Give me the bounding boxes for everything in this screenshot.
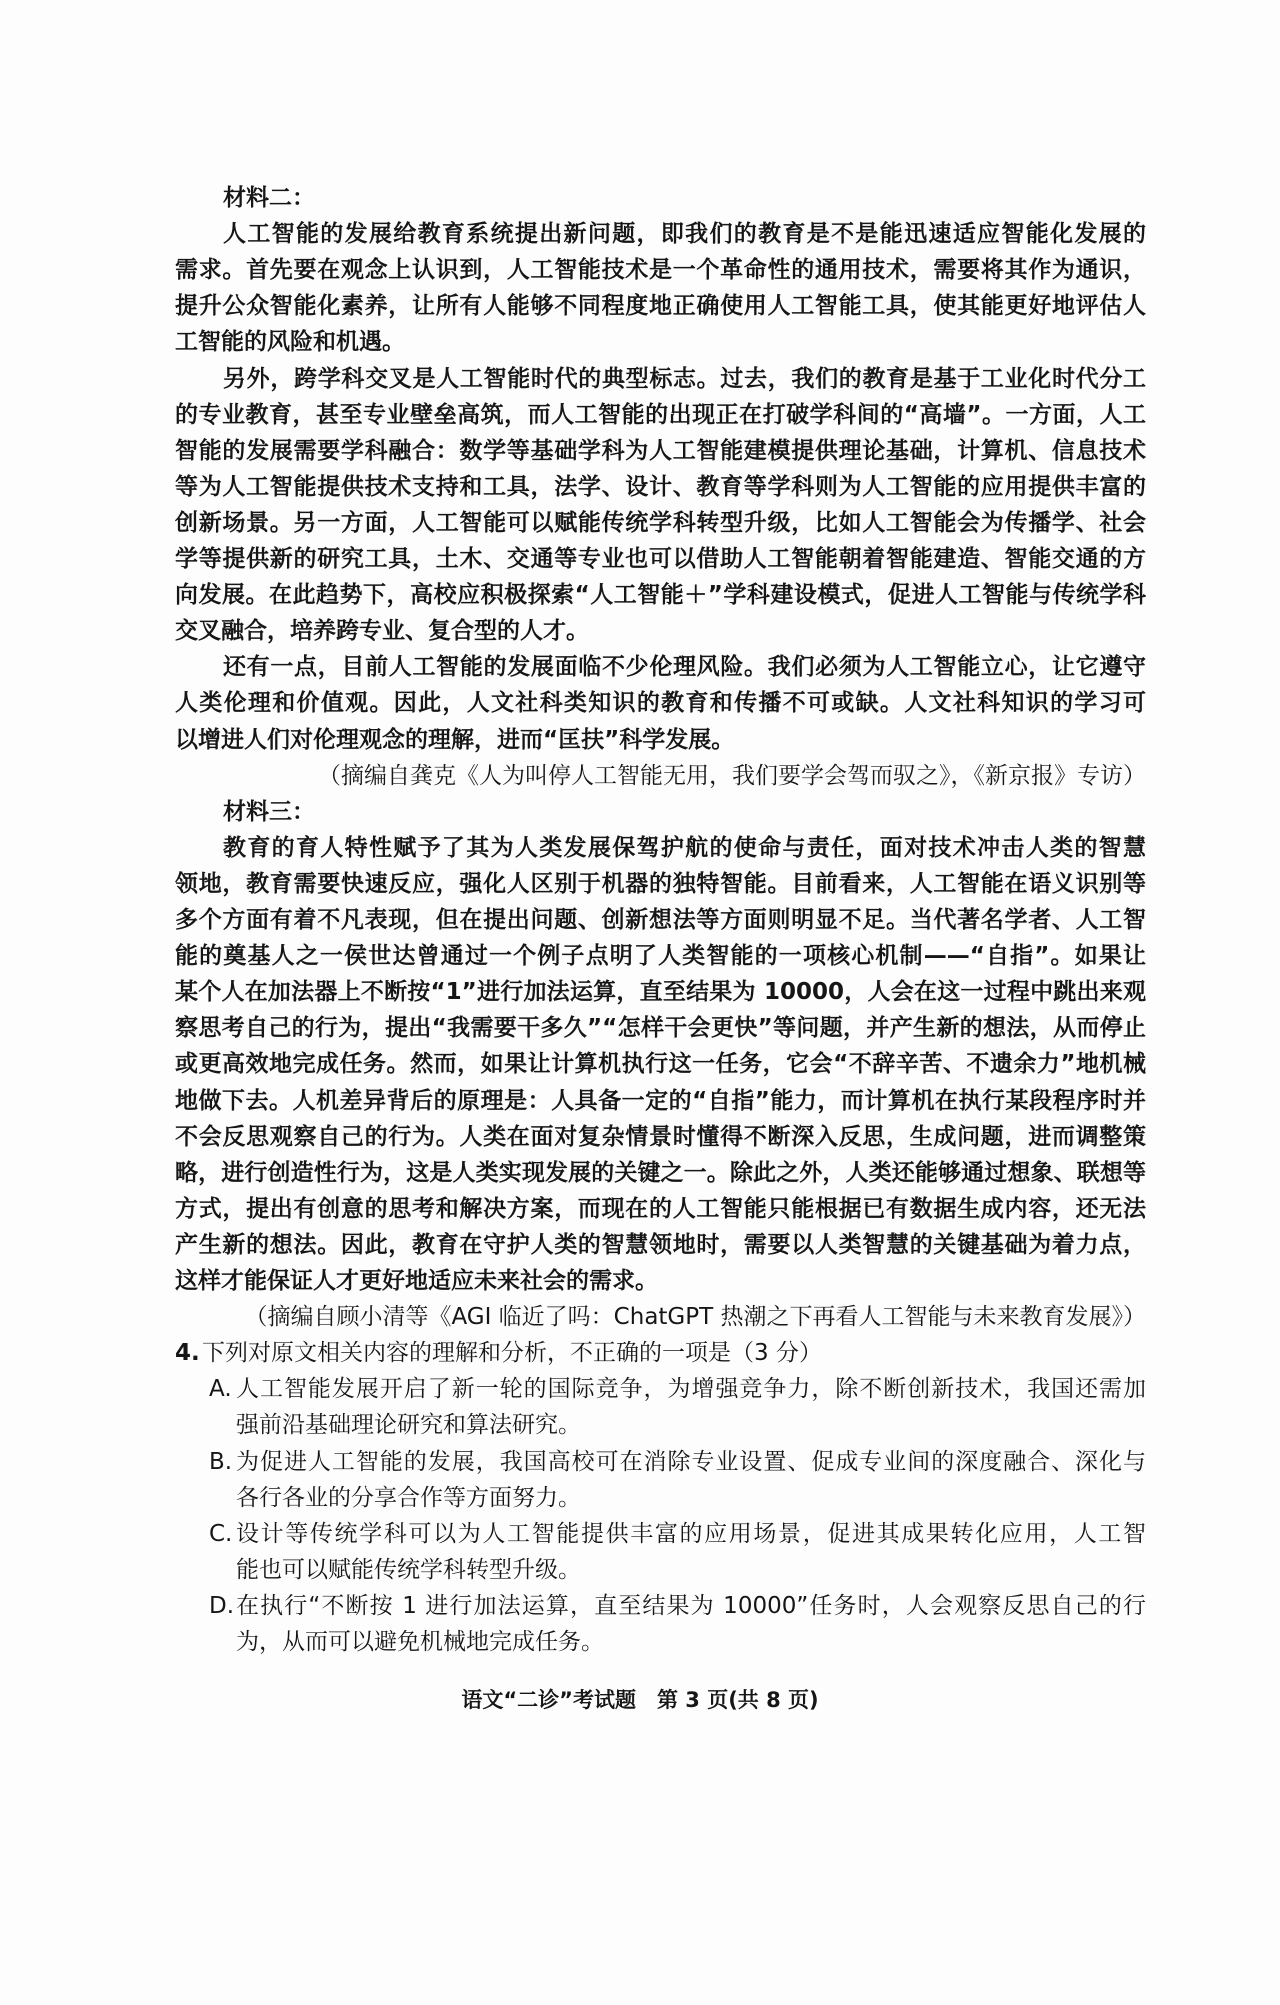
option-label-a: A. (209, 1376, 232, 1403)
paragraph-line: 工智能的风险和机遇。 (175, 329, 405, 356)
paragraph-line: 交叉融合，培养跨专业、复合型的人才。 (175, 618, 589, 645)
material3-heading: 材料三： (223, 798, 315, 825)
paragraph-line: 提升公众智能化素养，让所有人能够不同程度地正确使用人工智能工具，使其能更好地评估人 (175, 293, 1146, 320)
paragraph-line: 以增进人们对伦理观念的理解，进而“匡扶”科学发展。 (175, 726, 735, 753)
option-text-line: 设计等传统学科可以为人工智能提供丰富的应用场景，促进其成果转化应用，人工智 (236, 1520, 1146, 1547)
paragraph-line: 略，进行创造性行为，这是人类实现发展的关键之一。除此之外，人类还能够通过想象、联想等 (175, 1159, 1146, 1186)
page-footer: 语文“二诊”考试题 第 3 页(共 8 页) (461, 1688, 819, 1712)
material2-heading: 材料二： (223, 185, 315, 211)
paragraph-line: 教育的育人特性赋予了其为人类发展保驾护航的使命与责任，面对技术冲击人类的智慧 (223, 834, 1146, 861)
paragraph-line: 领地，教育需要快速反应，强化人区别于机器的独特智能。目前看来，人工智能在语义识别等 (175, 870, 1146, 897)
paragraph-line: 的专业教育，甚至专业壁垒高筑，而人工智能的出现正在打破学科间的“高墙”。一方面，人工 (175, 401, 1146, 428)
option-label-d: D. (209, 1592, 235, 1619)
option-text-line: 能也可以赋能传统学科转型升级。 (236, 1556, 581, 1583)
paragraph-line: 产生新的想法。因此，教育在守护人类的智慧领地时，需要以人类智慧的关键基础为着力点， (175, 1231, 1146, 1258)
paragraph-line: 或更高效地完成任务。然而，如果让计算机执行这一任务，它会“不辞辛苦、不遗余力”地机械 (175, 1051, 1146, 1078)
paragraph-line: 创新场景。另一方面，人工智能可以赋能传统学科转型升级，比如人工智能会为传播学、社会 (175, 509, 1146, 536)
option-text-line: 在执行“不断按 1 进行加法运算，直至结果为 10000”任务时，人会观察反思自己的行 (236, 1592, 1146, 1619)
paragraph-line: 能的奠基人之一侯世达曾通过一个例子点明了人类智能的一项核心机制——“自指”。如果让 (175, 943, 1146, 970)
paragraph-line: 人类伦理和价值观。因此，人文社科类知识的教育和传播不可或缺。人文社科知识的学习可 (175, 690, 1146, 717)
paragraph-line: 还有一点，目前人工智能的发展面临不少伦理风险。我们必须为人工智能立心，让它遵守 (223, 654, 1146, 681)
paragraph-line: 多个方面有着不凡表现，但在提出问题、创新想法等方面则明显不足。当代著名学者、人工智 (175, 907, 1146, 933)
paragraph-line: 这样才能保证人才更好地适应未来社会的需求。 (175, 1268, 658, 1294)
paragraph-line: 学等提供新的研究工具，土木、交通等专业也可以借助人工智能朝着智能建造、智能交通的方 (175, 546, 1146, 572)
paragraph-line: 等为人工智能提供技术支持和工具，法学、设计、教育等学科则为人工智能的应用提供丰富的 (175, 473, 1146, 500)
option-label-c: C. (209, 1520, 233, 1547)
paragraph-line: 方式，提出有创意的思考和解决方案，而现在的人工智能只能根据已有数据生成内容，还无法 (175, 1195, 1146, 1222)
option-text-line: 强前沿基础理论研究和算法研究。 (236, 1412, 581, 1439)
option-text-line: 人工智能发展开启了新一轮的国际竞争，为增强竞争力，除不断创新技术，我国还需加 (236, 1376, 1146, 1403)
paragraph-line: 地做下去。人机差异背后的原理是：人具备一定的“自指”能力，而计算机在执行某段程序时并 (175, 1087, 1146, 1114)
question-stem: 下列对原文相关内容的理解和分析，不正确的一项是（3 分） (202, 1340, 822, 1367)
question-number: 4. (175, 1340, 200, 1367)
paragraph-line: 察思考自己的行为，提出“我需要干多久”“怎样干会更快”等问题，并产生新的想法，从而停止 (175, 1015, 1146, 1042)
paragraph-line: 不会反思观察自己的行为。人类在面对复杂情景时懂得不断深入反思，生成问题，进而调整策 (175, 1123, 1146, 1150)
paragraph-line: 人工智能的发展给教育系统提出新问题，即我们的教育是不是能迅速适应智能化发展的 (223, 221, 1146, 248)
paragraph-line: 需求。首先要在观念上认识到，人工智能技术是一个革命性的通用技术，需要将其作为通识， (175, 257, 1146, 284)
option-text-line: 为，从而可以避免机械地完成任务。 (236, 1629, 604, 1655)
paragraph-line: 向发展。在此趋势下，高校应积极探索“人工智能＋”学科建设模式，促进人工智能与传统学科 (175, 582, 1146, 609)
option-label-b: B. (209, 1448, 233, 1475)
option-text-line: 各行各业的分享合作等方面努力。 (236, 1484, 581, 1511)
paragraph-line: 智能的发展需要学科融合：数学等基础学科为人工智能建模提供理论基础，计算机、信息技术 (175, 437, 1146, 464)
material3-citation: （摘编自顾小清等《AGI 临近了吗：ChatGPT 热潮之下再看人工智能与未来教育发展》） (244, 1304, 1146, 1331)
paragraph-line: 另外，跨学科交叉是人工智能时代的典型标志。过去，我们的教育是基于工业化时代分工 (223, 365, 1146, 392)
option-text-line: 为促进人工智能的发展，我国高校可在消除专业设置、促成专业间的深度融合、深化与 (236, 1448, 1146, 1475)
paragraph-line: 某个人在加法器上不断按“1”进行加法运算，直至结果为 10000，人会在这一过程中跳出来观 (175, 979, 1146, 1006)
material2-citation: （摘编自龚克《人为叫停人工智能无用，我们要学会驾而驭之》，《新京报》专访） (318, 762, 1146, 789)
